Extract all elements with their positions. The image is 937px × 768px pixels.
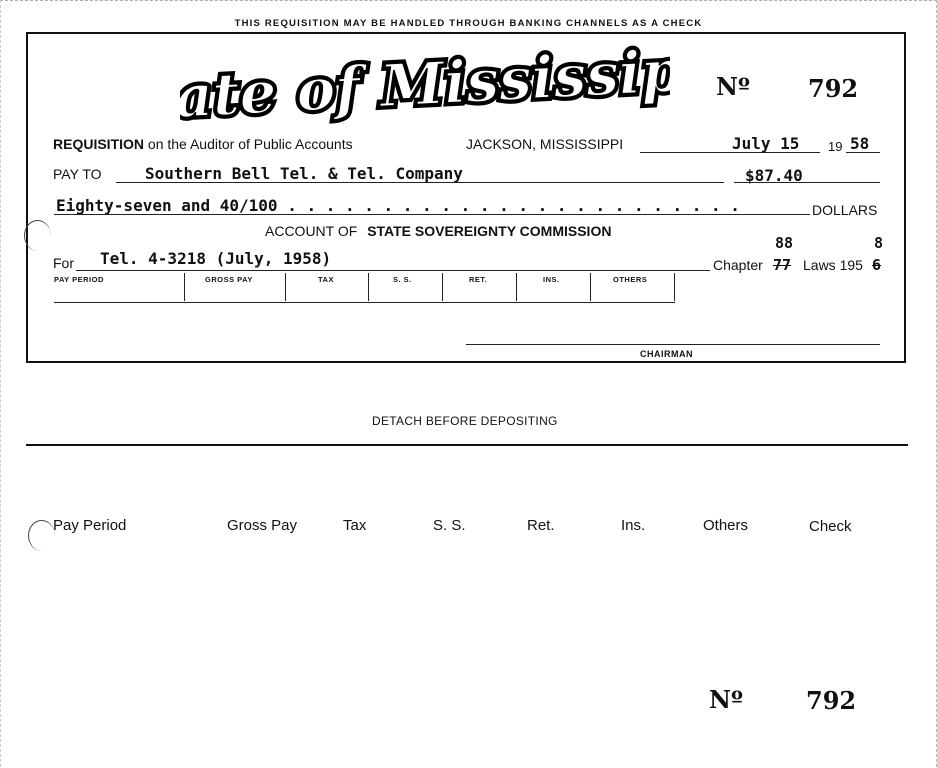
stub-col-pay-period: Pay Period	[53, 517, 127, 534]
payroll-bottom-line	[54, 302, 675, 303]
amount-in-words: Eighty-seven and 40/100 . . . . . . . . . . . . . . . . . . . . . . . .	[56, 196, 740, 215]
punch-hole	[28, 520, 55, 551]
account-line	[265, 223, 611, 239]
requisition-label: REQUISITION	[53, 136, 145, 152]
payroll-col-tax: TAX	[318, 275, 334, 284]
stub-col-others: Others	[703, 517, 749, 534]
requisition-text: on the Auditor of Public Accounts	[147, 136, 353, 152]
payroll-divider	[674, 273, 675, 301]
stub-col-ss: S. S.	[433, 517, 466, 534]
payroll-col-pay-period: PAY PERIOD	[54, 275, 104, 284]
payroll-col-ret: RET.	[469, 275, 488, 284]
account-name: STATE SOVEREIGNTY COMMISSION	[367, 223, 612, 239]
pay-to-label: PAY TO	[53, 166, 102, 182]
date-month-day: July 15	[732, 134, 800, 153]
number-mark: Nº	[716, 72, 750, 101]
laws-label: Laws 195	[803, 257, 863, 273]
state-title-text: State of Mississippi	[180, 40, 670, 124]
state-title-logo	[180, 40, 670, 124]
state-title-shadow: State of Mississippi	[180, 40, 670, 124]
year-prefix: 19	[828, 139, 843, 154]
detach-line	[26, 444, 908, 446]
payroll-col-gross-pay: GROSS PAY	[205, 275, 253, 284]
chairman-label: CHAIRMAN	[640, 349, 693, 359]
punch-hole	[24, 220, 51, 251]
stub-col-ret: Ret.	[527, 517, 555, 534]
year-suffix: 58	[850, 134, 870, 153]
dollars-label: DOLLARS	[812, 202, 878, 218]
chapter-label: Chapter	[713, 257, 763, 273]
payroll-divider	[285, 273, 286, 301]
stub-number-mark: Nº	[709, 685, 743, 714]
payroll-divider	[184, 273, 185, 301]
stub-col-gross-pay: Gross Pay	[227, 517, 298, 534]
payroll-col-others: OTHERS	[613, 275, 648, 284]
payroll-divider	[590, 273, 591, 301]
detach-instruction: DETACH BEFORE DEPOSITING	[372, 414, 558, 428]
amount: $87.40	[745, 166, 803, 185]
payroll-col-ins: INS.	[543, 275, 560, 284]
stub-col-tax: Tax	[343, 517, 367, 534]
requisition-line	[53, 136, 353, 152]
payee-name: Southern Bell Tel. & Tel. Company	[145, 164, 463, 183]
location-label: JACKSON, MISSISSIPPI	[466, 136, 624, 152]
stub-col-ins: Ins.	[621, 517, 646, 534]
payroll-divider	[368, 273, 369, 301]
stub-number: 792	[806, 686, 857, 715]
amount-words-line	[54, 214, 810, 215]
payroll-divider	[442, 273, 443, 301]
chapter-handwritten-number: 88	[775, 234, 794, 252]
payroll-col-ss: S. S.	[393, 275, 412, 284]
for-line	[76, 270, 710, 271]
for-text: Tel. 4-3218 (July, 1958)	[100, 249, 332, 268]
for-label: For	[53, 255, 74, 271]
laws-handwritten-digit: 8	[874, 234, 884, 252]
account-of-label: ACCOUNT OF	[265, 223, 358, 239]
banking-channels-note: THIS REQUISITION MAY BE HANDLED THROUGH BANKING CHANNELS AS A CHECK	[234, 18, 703, 29]
laws-printed-digit: 6	[872, 256, 882, 274]
chapter-printed-number: 77	[773, 256, 792, 274]
chairman-signature-line	[466, 344, 880, 345]
payroll-divider	[516, 273, 517, 301]
stub-col-check: Check	[809, 518, 852, 535]
requisition-number: 792	[808, 74, 859, 103]
